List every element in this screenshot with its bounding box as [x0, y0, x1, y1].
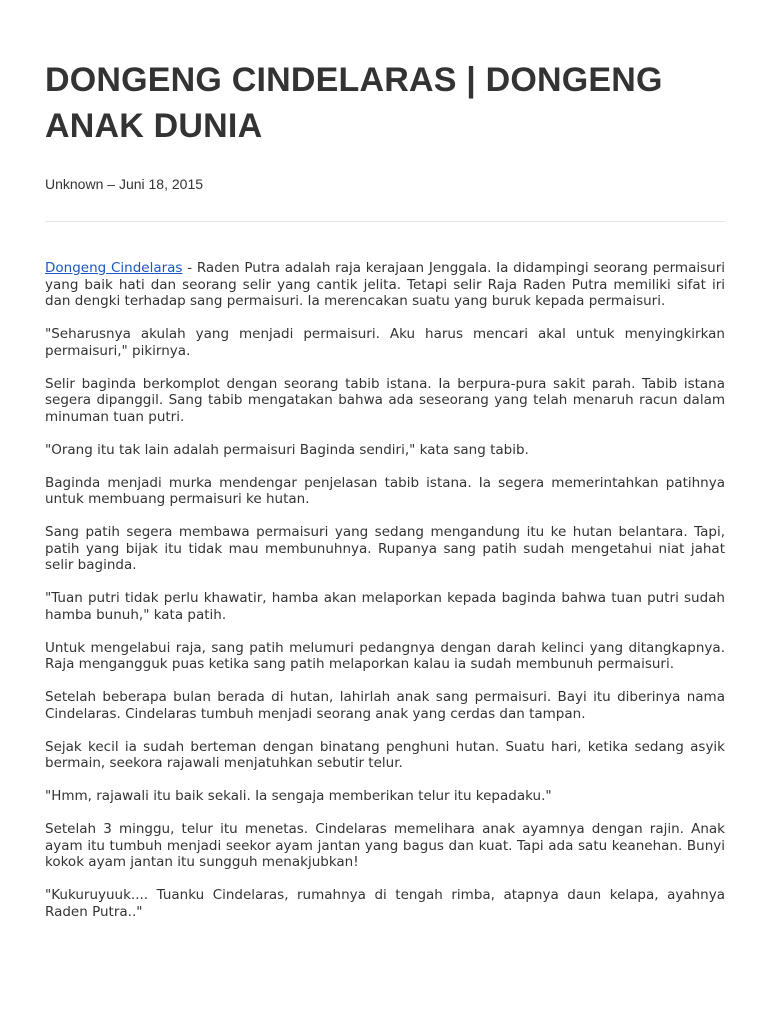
paragraph: Sang patih segera membawa permaisuri yang sedang mengandung itu ke hutan belantara. Tapi, patih yang bijak itu tidak mau membunuhnya. Rupanya sang patih sudah mengetahui niat jahat selir baginda. [45, 524, 725, 573]
header-divider [45, 221, 725, 222]
paragraph: Setelah beberapa bulan berada di hutan, lahirlah anak sang permaisuri. Bayi itu diberinya nama Cindelaras. Cindelaras tumbuh menjadi seorang anak yang cerdas dan tampan. [45, 689, 725, 722]
paragraph: Setelah 3 minggu, telur itu menetas. Cindelaras memelihara anak ayamnya dengan rajin. Anak ayam itu tumbuh menjadi seekor ayam jantan yang bagus dan kuat. Tapi ada satu keanehan. Bunyi kokok ayam jantan itu sungguh menakjubkan! [45, 821, 725, 870]
paragraph: "Kukuruyuuk.... Tuanku Cindelaras, rumahnya di tengah rimba, atapnya daun kelapa, ayahnya Raden Putra.." [45, 887, 725, 920]
paragraph: "Seharusnya akulah yang menjadi permaisuri. Aku harus mencari akal untuk menyingkirkan permaisuri," pikirnya. [45, 326, 725, 359]
blog-post [45, 0, 725, 937]
post-date: Juni 18, 2015 [118, 176, 204, 192]
post-meta [45, 175, 725, 193]
paragraph: "Tuan putri tidak perlu khawatir, hamba akan melaporkan kepada baginda bahwa tuan putri sudah hamba bunuh," kata patih. [45, 590, 725, 623]
paragraph-text: - Raden Putra adalah raja kerajaan Jenggala. Ia didampingi seorang permaisuri yang baik hati dan seorang selir yang cantik jelita. Tetapi selir Raja Raden Putra memiliki sifat iri dan dengki terhadap sang permaisuri. Ia merencakan suatu yang buruk kepada permaisuri. [45, 260, 725, 309]
paragraph: Selir baginda berkomplot dengan seorang tabib istana. Ia berpura-pura sakit parah. Tabib istana segera dipanggil. Sang tabib mengatakan bahwa ada seseorang yang telah menaruh racun dalam minuman tuan putri. [45, 375, 725, 425]
paragraph: Sejak kecil ia sudah berteman dengan binatang penghuni hutan. Suatu hari, ketika sedang asyik bermain, seekora rajawali menjatuhkan sebutir telur. [45, 738, 725, 771]
paragraph [45, 260, 725, 310]
paragraph: Baginda menjadi murka mendengar penjelasan tabib istana. Ia segera memerintahkan patihnya untuk membuang permaisuri ke hutan. [45, 474, 725, 507]
story-title-link[interactable]: Dongeng Cindelaras [45, 260, 183, 276]
post-title: DONGENG CINDELARAS | DONGENG ANAK DUNIA [45, 61, 663, 145]
meta-separator: – [103, 176, 119, 192]
paragraph: "Orang itu tak lain adalah permaisuri Baginda sendiri," kata sang tabib. [45, 441, 529, 458]
paragraph: "Hmm, rajawali itu baik sekali. Ia sengaja memberikan telur itu kepadaku." [45, 788, 552, 804]
post-body [45, 260, 725, 920]
paragraph: Untuk mengelabui raja, sang patih melumuri pedangnya dengan darah kelinci yang ditangkapnya. Raja mengangguk puas ketika sang patih melaporkan kalau ia sudah membunuh permaisuri. [45, 639, 725, 672]
post-author: Unknown [45, 176, 104, 192]
